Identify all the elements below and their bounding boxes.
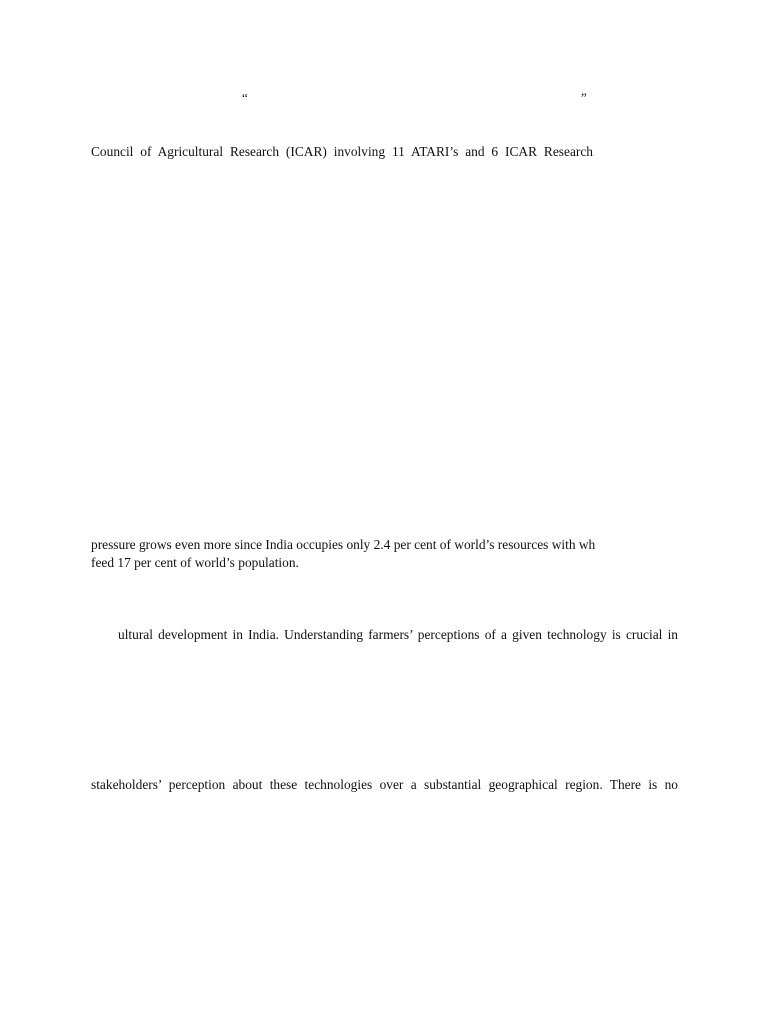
paragraph-line: ultural development in India. Understanding farmers’ perceptions of a given technology is crucial in <box>118 627 678 642</box>
paragraph-line: feed 17 per cent of world’s population. <box>91 555 299 570</box>
paragraph-line: stakeholders’ perception about these technologies over a substantial geographical region. There is no <box>91 777 678 792</box>
paragraph-line: Council of Agricultural Research (ICAR) involving 11 ATARI’s and 6 ICAR Research <box>91 144 593 159</box>
paragraph-line: pressure grows even more since India occupies only 2.4 per cent of world’s resources with wh <box>91 537 596 552</box>
title-open-quote: “ <box>242 90 248 105</box>
title-close-quote: ” <box>581 90 587 105</box>
